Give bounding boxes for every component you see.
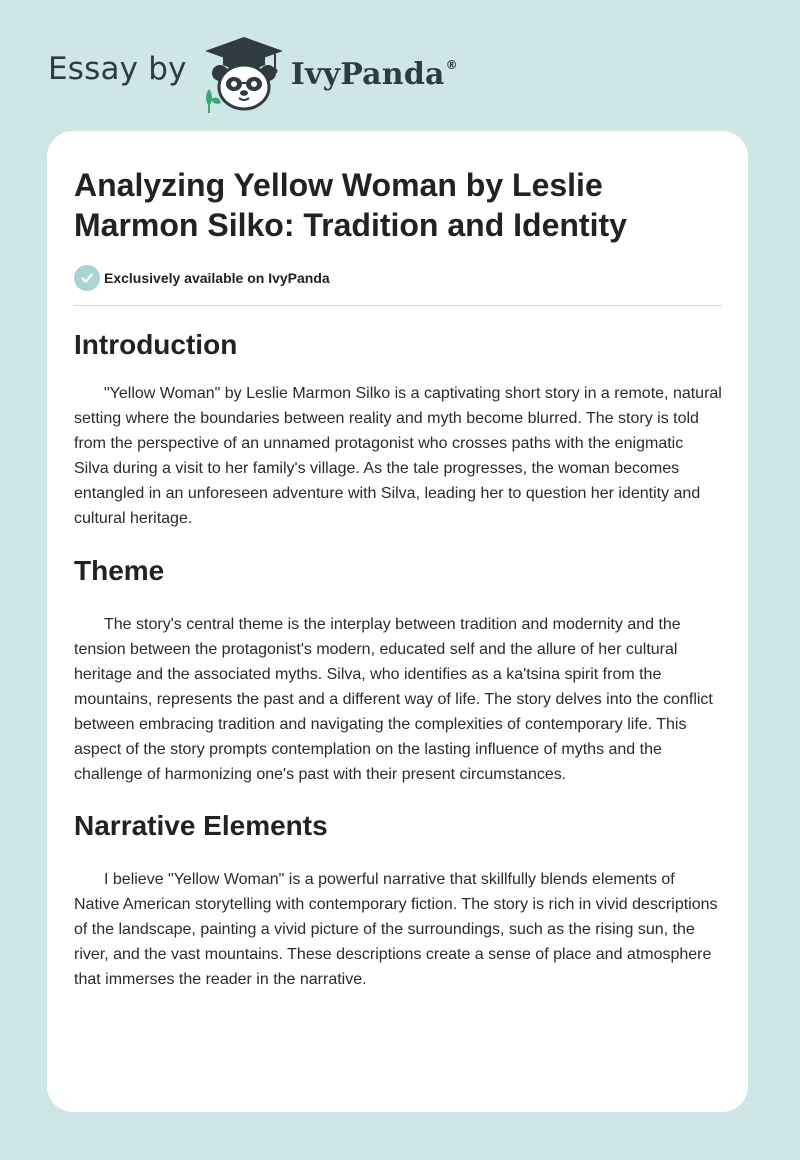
brand-prefix: Essay by: [48, 51, 187, 87]
registered-mark: ®: [445, 57, 458, 72]
section-paragraph-introduction: "Yellow Woman" by Leslie Marmon Silko is a captivating short story in a remote, natural setting where the boundaries between reality and myth become blurred. The story is told from the perspective of an unnamed protagonist who crosses paths with the enigmatic Silva during a visit to her family's village. As the tale progresses, the woman becomes entangled in an unforeseen adventure with Silva, leading her to question her identity and cultural heritage.: [74, 385, 722, 527]
section-heading-narrative-elements: Narrative Elements: [74, 810, 328, 841]
section-paragraph-narrative-elements: I believe "Yellow Woman" is a powerful narrative that skillfully blends elements of Native American storytelling with contemporary fiction. The story is rich in vivid descriptions of the landscape, painting a vivid picture of the surroundings, such as the rising sun, the river, and the vast mountains. These descriptions create a sense of place and atmosphere that immerses the reader in the narrative.: [74, 871, 718, 988]
panda-graduate-icon: [201, 35, 287, 113]
exclusive-badge-label: Exclusively available on IvyPanda: [104, 270, 330, 286]
essay-card: [47, 131, 748, 1112]
brand-header: [48, 34, 458, 114]
essay-title: Analyzing Yellow Woman by Leslie Marmon Silko: Tradition and Identity: [74, 167, 627, 243]
section-heading-theme: Theme: [74, 555, 165, 586]
checkmark-icon: [74, 265, 100, 291]
brand-name: IvyPanda®: [290, 56, 458, 92]
title-divider: [74, 305, 722, 306]
section-paragraph-theme: The story's central theme is the interplay between tradition and modernity and the tension between the protagonist's modern, educated self and the allure of her cultural heritage and the associated myths. Silva, who identifies as a ka'tsina spirit from the mountains, represents the past and a different way of life. The story delves into the conflict between embracing tradition and navigating the complexities of contemporary life. This aspect of the story prompts contemplation on the lasting influence of myths and the challenge of harmonizing one's past with their present circumstances.: [74, 616, 713, 783]
exclusive-badge: [74, 263, 722, 293]
section-heading-introduction: Introduction: [74, 329, 238, 360]
